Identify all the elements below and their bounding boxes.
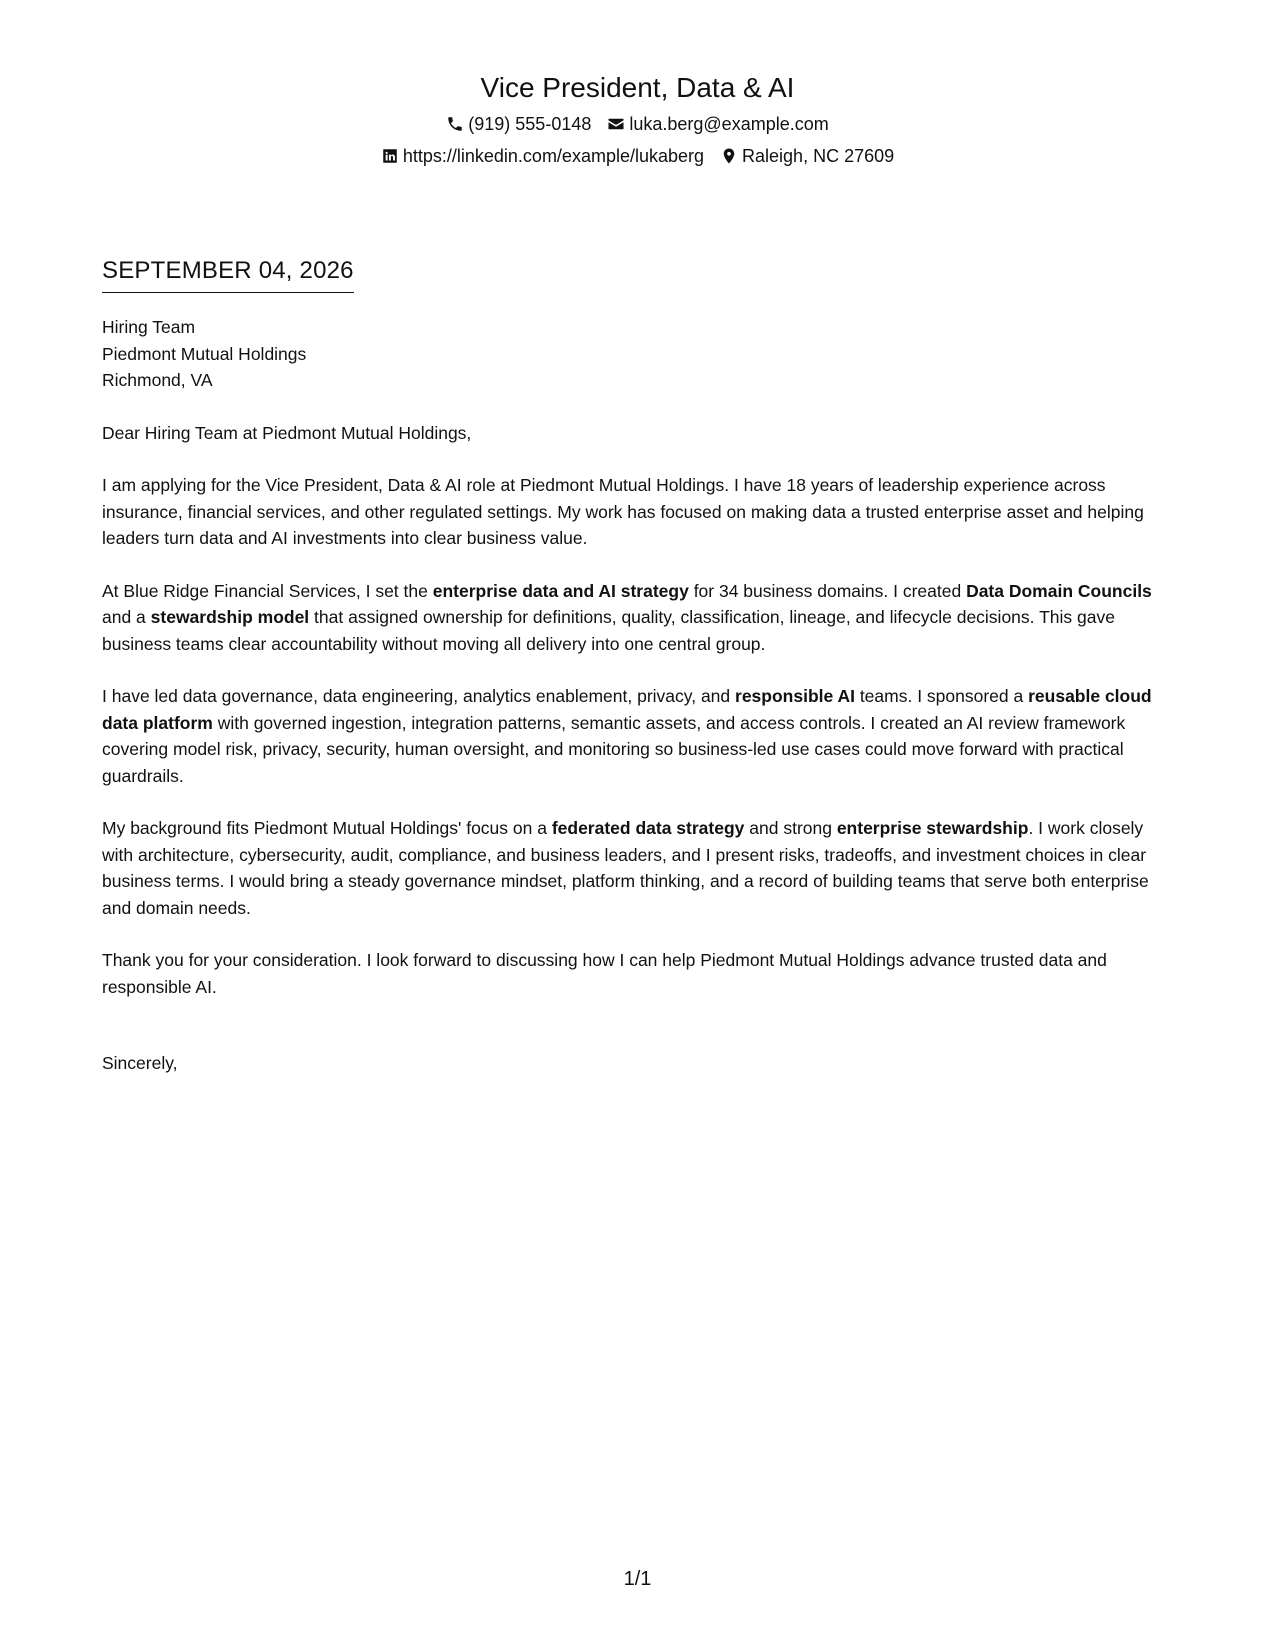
paragraph-1: I am applying for the Vice President, Data & AI role at Piedmont Mutual Holdings. I have 18 years of leadership experience across insurance, financial services, and other regulated settings. My work has focused on making data a trusted enterprise asset and helping leaders turn data and AI investments into clear business value. — [102, 475, 1144, 548]
text-run: that assigned ownership for definitions, quality, classification, lineage, and lifecycle decisions. This gave business teams clear accountability without moving all delivery into one central group. — [102, 607, 1115, 654]
phone-number[interactable]: (919) 555-0148 — [468, 114, 592, 134]
text-run: I have led data governance, data engineering, analytics enablement, privacy, and — [102, 686, 736, 706]
text-run: My background fits Piedmont Mutual Holdings' focus on a — [102, 818, 552, 838]
linkedin-contact — [381, 144, 704, 168]
bold-run: reusable cloud data platform — [102, 686, 1152, 733]
text-run: . I work closely with architecture, cybersecurity, audit, compliance, and business leaders, and I present risks, tradeoffs, and investment choices in clear business terms. I would bring a steady governance mindset, platform thinking, and a record of building teams that serve both enterprise and domain needs. — [102, 818, 1149, 918]
linkedin-url[interactable]: https://linkedin.com/example/lukaberg — [402, 146, 705, 166]
text-run: At Blue Ridge Financial Services, I set the — [102, 580, 433, 601]
text-run: teams. I sponsored a — [854, 686, 1029, 706]
closing: Sincerely, — [102, 1053, 178, 1073]
bold-run: responsible AI — [735, 686, 855, 706]
email-address[interactable]: luka.berg@example.com — [629, 114, 829, 134]
text-run: for 34 business domains. I created — [688, 580, 967, 601]
map-pin-icon — [720, 147, 738, 165]
job-title: Vice President, Data & AI — [480, 72, 795, 103]
location-contact — [720, 144, 894, 168]
phone-contact — [446, 112, 591, 136]
text-run: and strong — [744, 818, 837, 838]
paragraph-4 — [102, 815, 1170, 921]
page-number: 1/1 — [623, 1568, 652, 1590]
text-run: with governed ingestion, integration patterns, semantic assets, and access controls. I created an AI review framework covering model risk, privacy, security, human oversight, and monitoring so business-led use cases could move forward with practical guardrails. — [102, 712, 1126, 786]
letter-body — [102, 314, 1170, 1077]
paragraph-3 — [102, 683, 1170, 789]
bold-run: enterprise stewardship — [836, 818, 1029, 838]
bold-run: enterprise data and AI strategy — [432, 580, 689, 601]
phone-icon — [446, 115, 464, 133]
envelope-icon — [607, 115, 625, 133]
bold-run: federated data strategy — [551, 818, 745, 838]
recipient-line: Hiring Team — [102, 317, 196, 337]
linkedin-icon — [381, 147, 399, 165]
paragraph-5: Thank you for your consideration. I look forward to discussing how I can help Piedmont Mutual Holdings advance trusted data and responsible AI. — [102, 950, 1107, 997]
email-contact — [607, 112, 828, 136]
contact-row-2 — [0, 144, 1275, 168]
bold-run: Data Domain Councils — [966, 580, 1152, 601]
text-run: and a — [102, 607, 151, 627]
letter-header — [0, 68, 1275, 168]
recipient-company: Piedmont Mutual Holdings — [102, 343, 307, 364]
letter-date: SEPTEMBER 04, 2026 — [102, 256, 354, 293]
bold-run: stewardship model — [150, 607, 310, 627]
paragraph-2 — [102, 578, 1170, 658]
location-text: Raleigh, NC 27609 — [742, 146, 895, 166]
salutation: Dear Hiring Team at Piedmont Mutual Holdings, — [102, 422, 472, 443]
contact-row-1 — [0, 112, 1275, 136]
recipient-block — [102, 314, 1170, 394]
recipient-location: Richmond, VA — [102, 370, 213, 390]
